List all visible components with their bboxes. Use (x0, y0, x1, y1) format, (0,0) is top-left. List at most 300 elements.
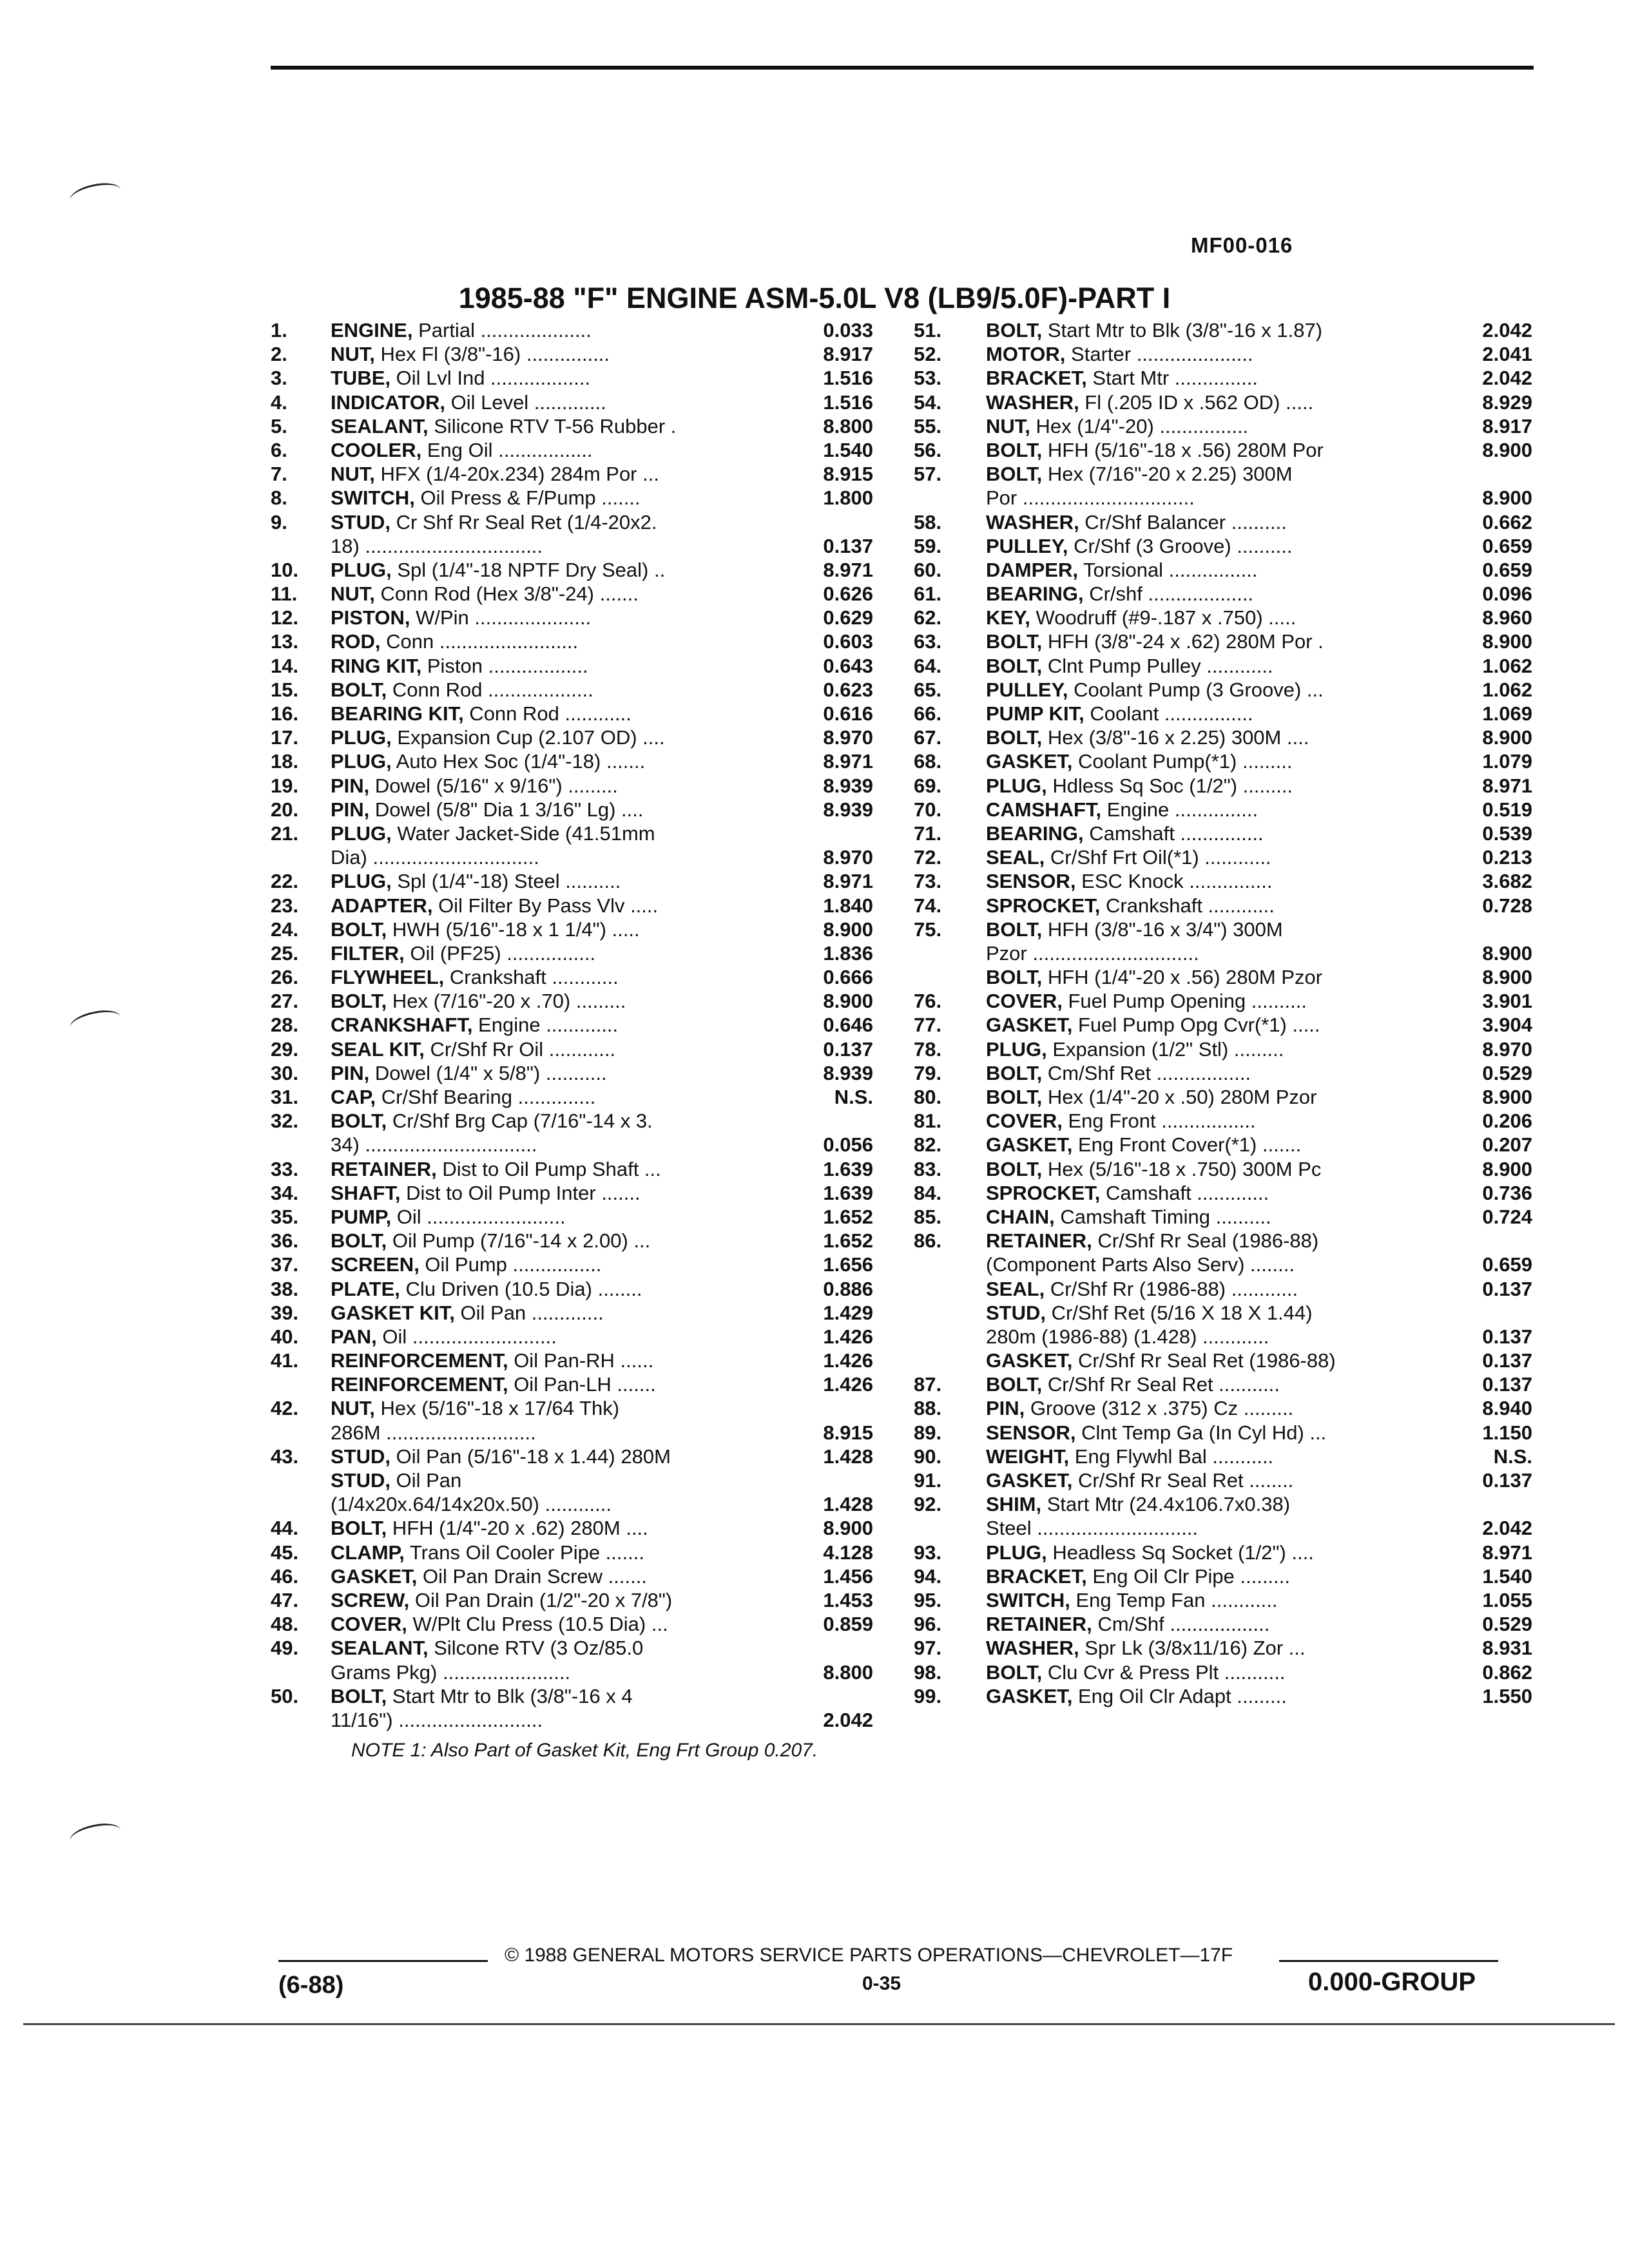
list-item (271, 702, 873, 726)
item-group-number: 8.970 (1482, 1037, 1532, 1061)
list-item (271, 1396, 873, 1420)
item-detail: Coolant Pump(*1) ......... (1072, 750, 1293, 773)
item-number: 82. (914, 1133, 942, 1157)
item-name: SPROCKET, (986, 894, 1101, 917)
list-item (271, 318, 873, 342)
item-group-number: 1.453 (823, 1588, 873, 1611)
item-description (986, 438, 1456, 462)
item-number: 74. (914, 894, 942, 917)
item-description (986, 390, 1456, 414)
item-number: 84. (914, 1181, 942, 1204)
item-detail: Dowel (5/16" x 9/16") ......... (369, 774, 618, 797)
item-number: 9. (271, 510, 287, 533)
item-number: 87. (914, 1373, 942, 1396)
item-description (986, 1157, 1456, 1181)
list-item (271, 1421, 873, 1445)
list-item (914, 1636, 1532, 1660)
item-description (331, 845, 769, 869)
item-group-number: 0.859 (823, 1613, 873, 1636)
item-detail: Piston .................. (421, 654, 588, 677)
item-description (986, 629, 1456, 653)
item-name: KEY, (986, 606, 1030, 629)
item-description (331, 1109, 769, 1133)
list-item (271, 1612, 873, 1636)
item-detail: Clu Driven (10.5 Dia) ........ (400, 1277, 642, 1300)
list-item (914, 1301, 1532, 1325)
item-group-number: 8.971 (1482, 774, 1532, 797)
item-detail: Fuel Pump Opening .......... (1062, 990, 1307, 1013)
item-detail: Cm/Shf Ret ................. (1042, 1061, 1251, 1084)
item-group-number: 0.137 (1482, 1325, 1532, 1348)
item-description (986, 918, 1456, 941)
item-detail: Steel ............................. (986, 1517, 1199, 1540)
item-group-number: 8.900 (1482, 1086, 1532, 1108)
parts-list-left (271, 318, 873, 1732)
item-group-number: 0.728 (1482, 894, 1532, 917)
list-item (914, 749, 1532, 773)
item-name: STUD, (331, 510, 390, 533)
margin-mark (68, 1006, 122, 1038)
list-item (271, 462, 873, 486)
item-description (331, 1181, 769, 1205)
item-name: GASKET, (986, 1684, 1073, 1707)
item-number: 18. (271, 750, 299, 773)
item-number: 64. (914, 654, 942, 677)
list-item (271, 1013, 873, 1037)
list-item (271, 1445, 873, 1468)
item-number: 65. (914, 678, 942, 701)
item-name: GASKET KIT, (331, 1301, 455, 1324)
list-item (914, 1684, 1532, 1708)
item-detail: Water Jacket-Side (41.51mm (391, 822, 655, 845)
item-name: PLUG, (331, 750, 392, 773)
item-name: CAMSHAFT, (986, 798, 1102, 821)
item-description (331, 918, 769, 941)
list-item (271, 629, 873, 653)
item-name: PLUG, (331, 870, 392, 893)
list-item (914, 1157, 1532, 1181)
item-number: 34. (271, 1181, 299, 1204)
footer-date: (6-88) (278, 1972, 344, 1999)
item-description (986, 965, 1456, 989)
item-number: 27. (271, 990, 299, 1013)
item-detail: Hex (1/4"-20 x .50) 280M Pzor (1042, 1086, 1317, 1108)
item-name: COOLER, (331, 438, 422, 461)
item-detail: Crankshaft ............ (444, 966, 619, 989)
item-description (331, 1133, 769, 1157)
item-number: 60. (914, 558, 942, 581)
item-description (331, 965, 769, 989)
list-item (914, 606, 1532, 629)
page-title: 1985-88 "F" ENGINE ASM-5.0L V8 (LB9/5.0F)-PART I (458, 282, 1171, 314)
item-name: COVER, (331, 1613, 407, 1636)
item-name: NUT, (986, 414, 1030, 437)
item-name: PLUG, (986, 774, 1047, 797)
item-name: GASKET, (331, 1564, 418, 1588)
item-detail: Oil Pump (7/16"-14 x 2.00) ... (387, 1229, 651, 1253)
item-detail: Engine ............. (472, 1014, 619, 1037)
item-name: SENSOR, (986, 870, 1076, 893)
item-group-number: 8.915 (823, 463, 873, 486)
item-number: 88. (914, 1397, 942, 1420)
item-description (986, 845, 1456, 869)
item-group-number: N.S. (1493, 1445, 1532, 1468)
item-number: 35. (271, 1205, 299, 1228)
footer-group: 0.000-GROUP (1308, 1968, 1476, 1996)
item-description (331, 1157, 769, 1181)
item-group-number: 8.929 (1482, 390, 1532, 414)
item-detail: Conn Rod ............ (463, 702, 631, 725)
item-group-number: 1.426 (823, 1325, 873, 1348)
list-item (914, 1396, 1532, 1420)
item-detail: Eng Oil Clr Adapt ......... (1072, 1684, 1287, 1707)
item-detail: Cr/Shf (3 Groove) .......... (1068, 534, 1293, 557)
item-description (986, 1564, 1456, 1588)
item-detail: Oil Pan Drain (1/2"-20 x 7/8") (409, 1588, 673, 1611)
item-detail: HFX (1/4-20x.234) 284m Por ... (374, 463, 659, 486)
item-detail: Pzor .............................. (986, 941, 1199, 965)
item-detail: HFH (5/16"-18 x .56) 280M Por (1042, 438, 1324, 461)
item-group-number: 1.550 (1482, 1684, 1532, 1707)
item-number: 98. (914, 1660, 942, 1684)
item-group-number: 8.917 (1482, 414, 1532, 437)
list-item (271, 1133, 873, 1157)
item-name: BRACKET, (986, 1564, 1087, 1588)
item-detail: Oil (PF25) ................ (404, 941, 596, 965)
item-detail: Torsional ................ (1077, 558, 1258, 581)
document-code: MF00-016 (1191, 233, 1293, 257)
item-number: 32. (271, 1110, 299, 1133)
list-item (914, 702, 1532, 726)
item-number: 53. (914, 367, 942, 390)
item-group-number: 3.904 (1482, 1014, 1532, 1037)
item-description (986, 1636, 1456, 1660)
item-number: 46. (271, 1564, 299, 1588)
item-number: 81. (914, 1110, 942, 1133)
item-description (986, 989, 1456, 1013)
item-detail: Oil Pan-LH ....... (508, 1373, 656, 1396)
item-group-number: 0.096 (1482, 582, 1532, 606)
item-description (331, 1372, 769, 1396)
item-detail: Cr/Shf Rr Seal Ret ........... (1042, 1373, 1280, 1396)
item-group-number: 8.900 (1482, 1157, 1532, 1180)
list-item (271, 1085, 873, 1109)
item-group-number: 0.137 (823, 1037, 873, 1061)
item-group-number: 0.603 (823, 630, 873, 653)
item-name: WASHER, (986, 1637, 1079, 1660)
item-description (331, 1205, 769, 1229)
list-item (271, 606, 873, 629)
item-description (331, 318, 769, 342)
item-name: SCREW, (331, 1588, 410, 1611)
item-group-number: 2.042 (1482, 319, 1532, 341)
item-description (986, 1684, 1456, 1708)
item-group-number: 8.931 (1482, 1637, 1532, 1660)
item-detail: HFH (1/4"-20 x .56) 280M Pzor (1042, 966, 1323, 989)
list-item (271, 1684, 873, 1708)
item-description (986, 1133, 1456, 1157)
item-detail: Camshaft ............. (1100, 1181, 1269, 1204)
item-group-number: 0.137 (823, 534, 873, 557)
item-number: 12. (271, 606, 299, 629)
item-name: RETAINER, (986, 1613, 1092, 1636)
item-detail: Oil Filter By Pass Vlv ..... (432, 894, 659, 917)
item-name: BOLT, (986, 319, 1043, 341)
item-description (331, 1061, 769, 1085)
item-group-number: 8.900 (823, 990, 873, 1013)
item-number: 26. (271, 966, 299, 989)
list-item (914, 366, 1532, 390)
list-item (271, 1229, 873, 1253)
item-name: BOLT, (986, 463, 1043, 486)
list-item (914, 342, 1532, 366)
list-item (914, 1037, 1532, 1061)
list-item (914, 1588, 1532, 1612)
item-description (331, 510, 769, 534)
item-detail: HFH (3/8"-16 x 3/4") 300M (1042, 918, 1283, 941)
item-group-number: 1.800 (823, 486, 873, 510)
list-item (914, 1061, 1532, 1085)
item-detail: Oil Lvl Ind .................. (390, 367, 591, 390)
list-item (271, 1061, 873, 1085)
list-item (914, 1421, 1532, 1445)
item-number: 80. (914, 1086, 942, 1108)
list-item (914, 534, 1532, 558)
item-number: 59. (914, 534, 942, 557)
item-group-number: 0.623 (823, 678, 873, 701)
item-number: 79. (914, 1061, 942, 1084)
item-detail: Cr/Shf Rr (1986-88) ............ (1045, 1277, 1298, 1300)
item-group-number: 8.940 (1482, 1397, 1532, 1420)
item-name: NUT, (331, 582, 375, 606)
list-item (271, 390, 873, 414)
item-description (986, 1588, 1456, 1612)
item-group-number: 8.970 (823, 726, 873, 749)
item-number: 29. (271, 1037, 299, 1061)
item-detail: HFH (3/8"-24 x .62) 280M Por . (1042, 630, 1324, 653)
item-number: 33. (271, 1157, 299, 1180)
item-group-number: 1.426 (823, 1373, 873, 1396)
item-description (331, 1421, 769, 1445)
item-group-number: 0.659 (1482, 1253, 1532, 1276)
item-name: PAN, (331, 1325, 377, 1348)
item-description (986, 749, 1456, 773)
list-item (914, 486, 1532, 510)
item-description (986, 1181, 1456, 1205)
item-detail: Hex (7/16"-20 x .70) ......... (387, 990, 626, 1013)
item-group-number: 0.626 (823, 582, 873, 606)
item-detail: Oil Pan ............. (454, 1301, 604, 1324)
item-description (331, 1612, 769, 1636)
item-group-number: 8.971 (1482, 1541, 1532, 1564)
list-item (271, 438, 873, 462)
item-group-number: 3.682 (1482, 870, 1532, 893)
item-description (986, 1372, 1456, 1396)
item-number: 19. (271, 774, 299, 797)
item-name: CRANKSHAFT, (331, 1014, 473, 1037)
item-group-number: 1.836 (823, 941, 873, 965)
list-item (914, 1325, 1532, 1349)
item-description (986, 1396, 1456, 1420)
item-name: GASKET, (986, 1014, 1073, 1037)
item-group-number: 8.971 (823, 558, 873, 581)
item-number: 63. (914, 630, 942, 653)
item-name: BOLT, (986, 1086, 1043, 1108)
top-rule (271, 66, 1534, 70)
item-group-number: 0.033 (823, 319, 873, 341)
item-group-number: N.S. (834, 1086, 873, 1108)
item-description (986, 1061, 1456, 1085)
item-group-number: 8.971 (823, 750, 873, 773)
item-description (331, 1013, 769, 1037)
item-detail: Dowel (1/4" x 5/8") ........... (369, 1061, 607, 1084)
item-number: 13. (271, 630, 299, 653)
item-detail: Crankshaft ............ (1100, 894, 1275, 917)
item-group-number: 0.213 (1482, 846, 1532, 869)
item-number: 21. (271, 822, 299, 845)
item-group-number: 3.901 (1482, 990, 1532, 1013)
item-number: 10. (271, 558, 299, 581)
item-name: PLUG, (331, 726, 392, 749)
item-number: 25. (271, 941, 299, 965)
item-name: REINFORCEMENT, (331, 1349, 508, 1372)
item-detail: W/Pin ..................... (410, 606, 592, 629)
item-description (986, 1277, 1456, 1301)
list-item (271, 1492, 873, 1516)
item-detail: 18) ................................ (331, 534, 543, 557)
item-description (331, 1085, 769, 1109)
item-description (331, 1277, 769, 1301)
item-detail: Eng Front ................. (1062, 1110, 1256, 1133)
item-detail: Cr/Shf Rr Oil ............ (424, 1037, 616, 1061)
item-detail: Oil .......................... (376, 1325, 557, 1348)
item-description (986, 606, 1456, 629)
item-detail: Grams Pkg) ....................... (331, 1660, 571, 1684)
list-item (271, 342, 873, 366)
item-group-number: 0.659 (1482, 534, 1532, 557)
item-description (986, 869, 1456, 893)
list-item (914, 1612, 1532, 1636)
item-name: PLUG, (986, 1541, 1047, 1564)
item-group-number: 0.056 (823, 1133, 873, 1157)
item-group-number: 8.970 (823, 846, 873, 869)
item-group-number: 1.062 (1482, 678, 1532, 701)
item-name: BEARING, (986, 822, 1084, 845)
list-item (271, 534, 873, 558)
item-group-number: 8.900 (1482, 726, 1532, 749)
item-number: 43. (271, 1445, 299, 1468)
item-group-number: 0.207 (1482, 1133, 1532, 1157)
item-detail: Oil ......................... (391, 1205, 566, 1228)
item-description (331, 749, 769, 773)
item-detail: Start Mtr to Blk (3/8"-16 x 4 (387, 1684, 633, 1707)
list-item (914, 918, 1532, 941)
list-item (271, 845, 873, 869)
item-group-number: 1.456 (823, 1564, 873, 1588)
item-number: 67. (914, 726, 942, 749)
list-item (271, 941, 873, 965)
item-detail: Por ............................... (986, 486, 1195, 510)
item-detail: Auto Hex Soc (1/4"-18) ....... (391, 750, 646, 773)
list-item (271, 366, 873, 390)
item-description (331, 774, 769, 798)
list-item (914, 1564, 1532, 1588)
list-item (914, 390, 1532, 414)
item-group-number: 0.137 (1482, 1277, 1532, 1300)
item-group-number: 1.516 (823, 390, 873, 414)
item-detail: Spl (1/4"-18 NPTF Dry Seal) .. (391, 558, 666, 581)
item-group-number: 8.900 (823, 918, 873, 941)
item-group-number: 1.540 (823, 438, 873, 461)
item-description (331, 654, 769, 678)
item-name: BOLT, (986, 1061, 1043, 1084)
item-name: BOLT, (331, 918, 387, 941)
list-item (914, 1013, 1532, 1037)
item-description (331, 1541, 769, 1564)
list-item (271, 1253, 873, 1276)
list-item (914, 774, 1532, 798)
item-detail: Fuel Pump Opg Cvr(*1) ..... (1072, 1014, 1320, 1037)
item-detail: Camshaft Timing .......... (1054, 1205, 1271, 1228)
item-description (986, 1085, 1456, 1109)
item-name: BOLT, (331, 1684, 387, 1707)
item-detail: Hex (3/8"-16 x 2.25) 300M .... (1042, 726, 1309, 749)
item-description (331, 1564, 769, 1588)
item-name: WASHER, (986, 390, 1079, 414)
item-detail: HFH (1/4"-20 x .62) 280M .... (387, 1517, 648, 1540)
item-name: NUT, (331, 463, 375, 486)
item-detail: ESC Knock ............... (1075, 870, 1273, 893)
item-group-number: 0.137 (1482, 1373, 1532, 1396)
item-description (986, 534, 1456, 558)
list-item (271, 894, 873, 918)
item-detail: Oil Pan (5/16"-18 x 1.44) 280M (390, 1445, 671, 1468)
item-detail: Trans Oil Cooler Pipe ....... (404, 1541, 644, 1564)
item-name: BRACKET, (986, 367, 1087, 390)
item-description (331, 798, 769, 822)
item-description (331, 1516, 769, 1540)
item-detail: Conn Rod ................... (387, 678, 593, 701)
item-description (986, 486, 1456, 510)
item-number: 47. (271, 1588, 299, 1611)
item-name: PIN, (986, 1397, 1025, 1420)
item-detail: Fl (.205 ID x .562 OD) ..... (1079, 390, 1314, 414)
list-item (271, 1660, 873, 1684)
item-description (331, 1445, 769, 1468)
item-name: PIN, (331, 1061, 370, 1084)
item-description (331, 1325, 769, 1349)
item-description (986, 726, 1456, 749)
item-detail: (1/4x20x.64/14x20x.50) ............ (331, 1493, 612, 1516)
list-item (271, 965, 873, 989)
item-number: 50. (271, 1684, 299, 1707)
item-detail: Coolant ................ (1084, 702, 1253, 725)
item-name: SWITCH, (331, 486, 415, 510)
item-number: 16. (271, 702, 299, 725)
item-description (331, 1229, 769, 1253)
item-name: BOLT, (986, 654, 1043, 677)
item-group-number: 0.137 (1482, 1469, 1532, 1492)
item-number: 71. (914, 822, 942, 845)
item-name: BOLT, (986, 1660, 1043, 1684)
list-item (914, 1085, 1532, 1109)
item-name: SEAL, (986, 846, 1045, 869)
item-number: 31. (271, 1086, 299, 1108)
item-description (986, 798, 1456, 822)
item-number: 72. (914, 846, 942, 869)
item-name: COVER, (986, 990, 1063, 1013)
margin-mark (68, 179, 122, 211)
